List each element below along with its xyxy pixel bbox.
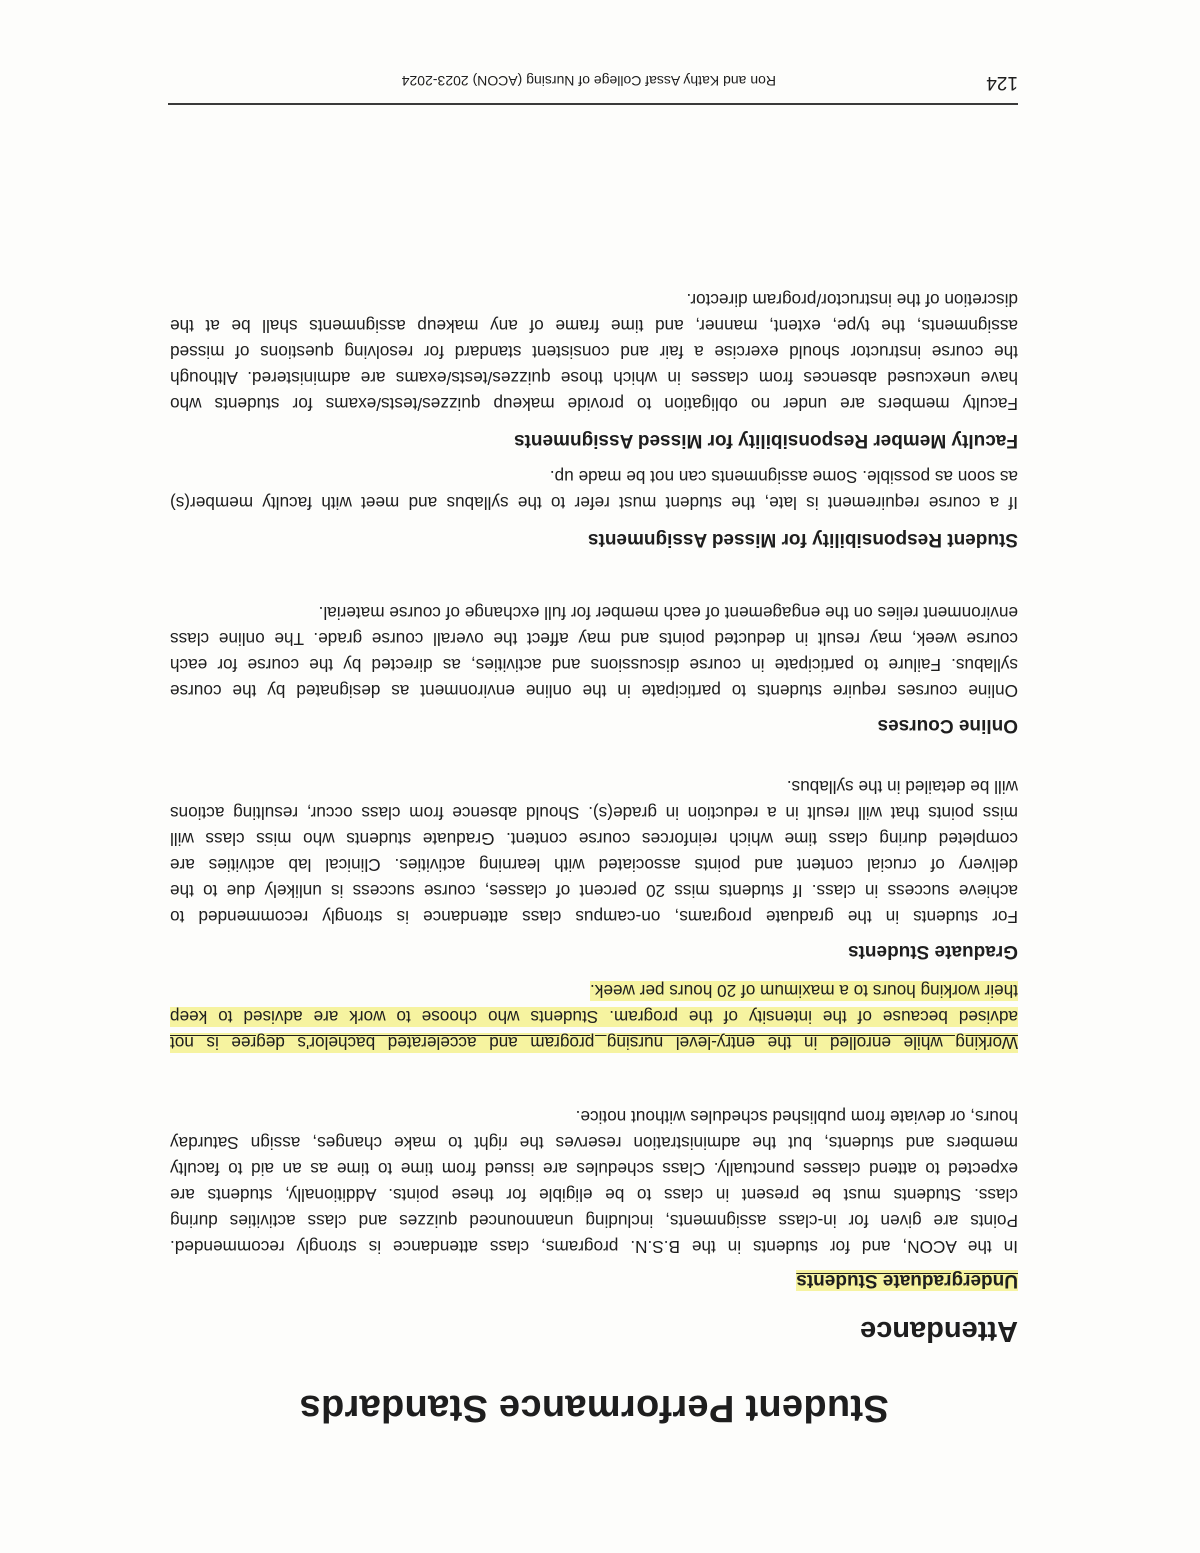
text-line: discretion of the instructor/program director.: [686, 290, 1018, 310]
heading-graduate-students: Graduate Students: [848, 941, 1018, 962]
text-line: class. Students must be present in class to be eligible for these points. Additionally, students are: [170, 1185, 1018, 1205]
footer-divider: [168, 103, 1018, 105]
text-line: miss points that will result in a reduction in grade(s). Should absence from class occur, resulting actions: [170, 803, 1018, 823]
heading-online-courses: Online Courses: [877, 715, 1018, 736]
text-line: will be detailed in the syllabus.: [786, 777, 1018, 797]
paragraph-faculty-responsibility: [170, 287, 1018, 417]
text-line: syllabus. Failure to participate in course discussions and activities, as directed by the course for each: [170, 655, 1018, 675]
paragraph-student-responsibility: [170, 464, 1018, 516]
text-line: environment relies on the engagement of each member for full exchange of course material.: [318, 603, 1018, 623]
footer-page-number: 124: [986, 72, 1018, 93]
text-line: [170, 1030, 1018, 1056]
text-line: Online courses require students to participate in the online environment as designated by the course: [170, 681, 1018, 701]
text-line: delivery of crucial content and points associated with learning activities. Clinical lab activities are: [170, 855, 1018, 875]
text-line: course week, may result in deducted points and may affect the overall course grade. The online class: [170, 629, 1018, 649]
highlighted-text: their working hours to a maximum of 20 hours per week.: [590, 981, 1018, 1001]
paragraph-undergraduate-attendance: [170, 1104, 1018, 1260]
heading-student-responsibility: Student Responsibility for Missed Assignments: [587, 529, 1018, 550]
highlighted-text: Working while enrolled in the entry-level nursing program and accelerated bachelor's degree is not: [170, 1033, 1018, 1053]
highlighted-text: advised because of the intensity of the program. Students who choose to work are advised to keep: [170, 1007, 1018, 1027]
text-line: the course instructor should exercise a fair and consistent standard for resolving questions of missed: [170, 342, 1018, 362]
text-line: For students in the graduate programs, on-campus class attendance is strongly recommended to: [170, 907, 1018, 927]
section-title-attendance: Attendance: [860, 1315, 1018, 1347]
text-line: [170, 978, 1018, 1004]
text-line: Points are given for in-class assignments, including unannounced quizzes and class activities during: [170, 1211, 1018, 1231]
text-line: In the ACON, and for students in the B.S.N. programs, class attendance is strongly recommended.: [170, 1237, 1018, 1257]
text-line: assignments, the type, extent, manner, and time frame of any makeup assignments shall be at the: [170, 316, 1018, 336]
text-line: If a course requirement is late, the student must refer to the syllabus and meet with faculty member(s): [170, 493, 1018, 513]
paragraph-working-while-enrolled: [170, 978, 1018, 1056]
text-line: have unexcused absences from classes in which those quizzes/tests/exams are administered. Although: [170, 368, 1018, 388]
text-line: Faculty members are under no obligation to provide makeup quizzes/tests/exams for students who: [170, 394, 1018, 414]
text-line: expected to attend classes punctually. Class schedules are issued from time to time as an aid to faculty: [170, 1159, 1018, 1179]
heading-faculty-responsibility: Faculty Member Responsibility for Missed Assignments: [514, 430, 1018, 451]
text-line: [170, 1004, 1018, 1030]
text-line: as soon as possible. Some assignments can not be made up.: [549, 467, 1018, 487]
heading-undergraduate-students: [796, 1269, 1018, 1291]
text-line: members and students, but the administration reserves the right to make changes, assign Saturday: [170, 1133, 1018, 1153]
page-title: Student Performance Standards: [299, 1387, 889, 1429]
text-line: hours, or deviate from published schedules without notice.: [575, 1107, 1018, 1127]
text-line: completed during class time which reinforces course content. Graduate students who miss class will: [170, 829, 1018, 849]
highlighted-heading-text: Undergraduate Students: [796, 1270, 1018, 1291]
paragraph-graduate-attendance: [170, 774, 1018, 930]
paragraph-online-courses: [170, 600, 1018, 704]
footer-running-title: Ron and Kathy Assaf College of Nursing (ACON) 2023-2024: [401, 73, 776, 89]
text-line: achieve success in class. If students miss 20 percent of classes, course success is unlikely due to the: [170, 881, 1018, 901]
